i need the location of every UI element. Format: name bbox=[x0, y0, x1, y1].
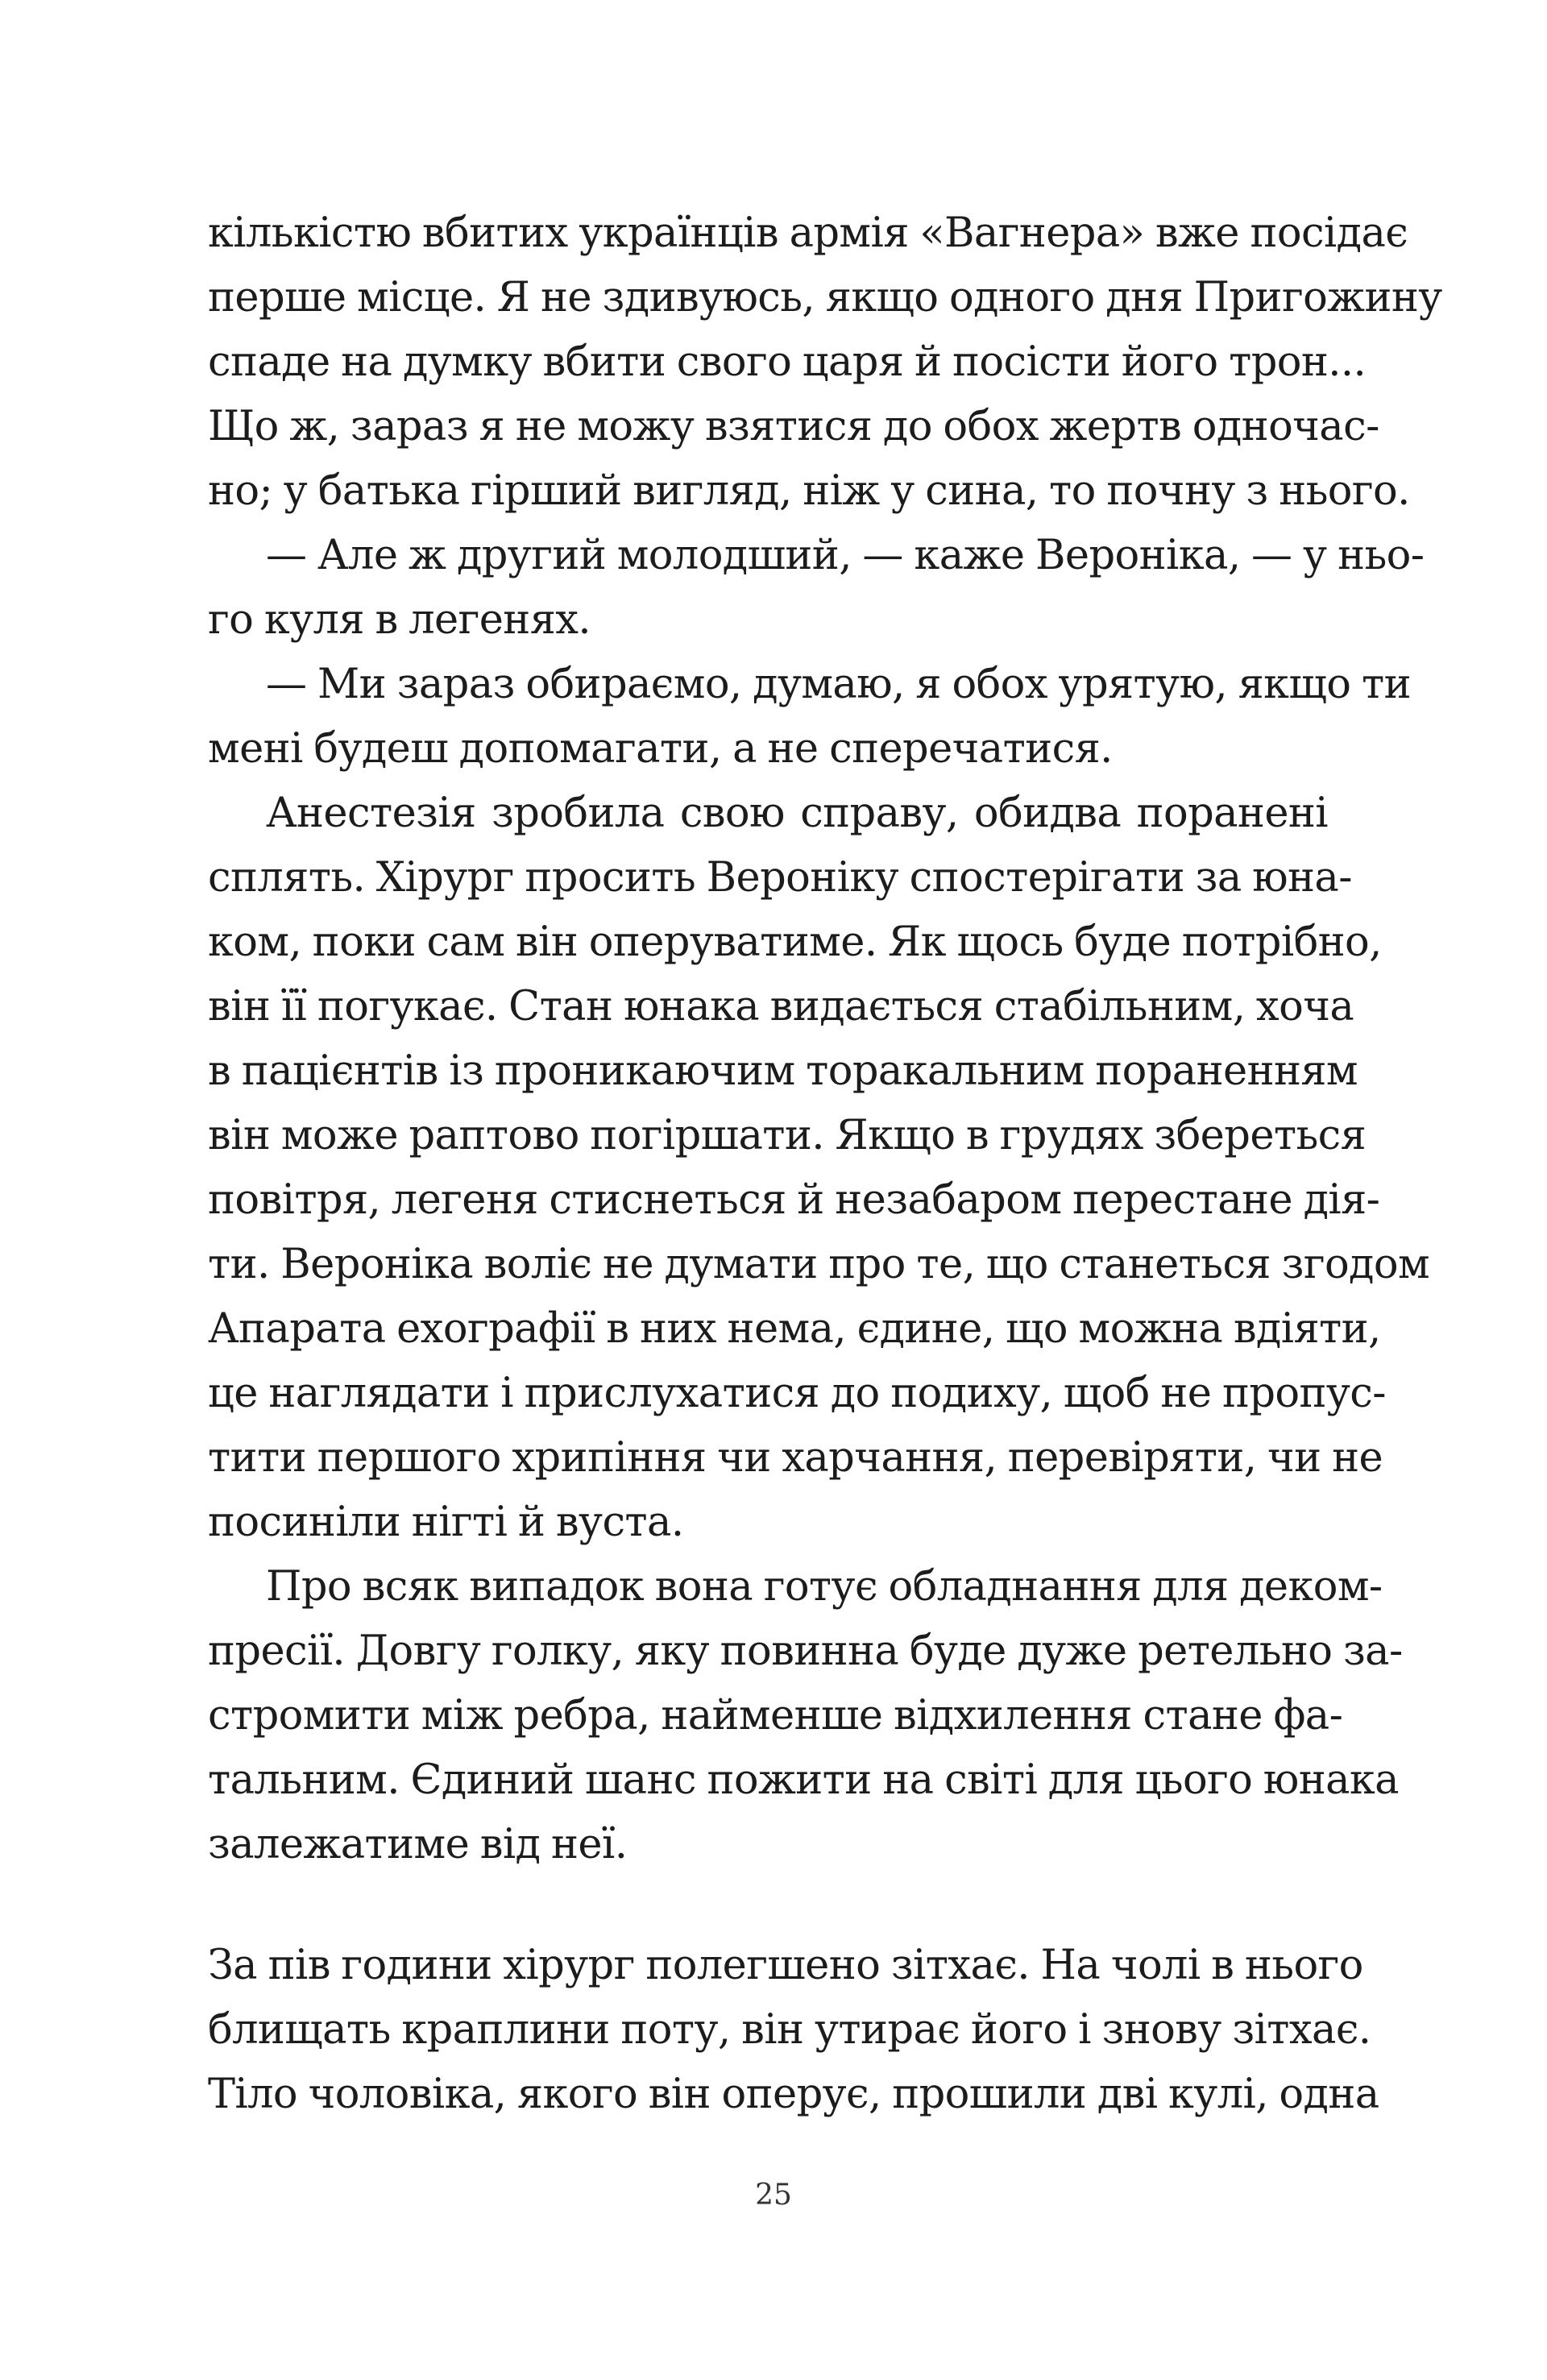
text-line: но; у батька гірший вигляд, ніж у сина, то почну з нього. bbox=[208, 467, 1410, 515]
text-line: кількістю вбитих українців армія «Вагнера» вже посідає bbox=[208, 209, 1408, 257]
text-line: в пацієнтів із проникаючим торакальним пораненням bbox=[208, 1047, 1358, 1095]
text-line: перше місце. Я не здивуюсь, якщо одного дня Пригожину bbox=[208, 274, 1442, 321]
text-line: спаде на думку вбити свого царя й посісти його трон... bbox=[208, 338, 1367, 386]
text-line: це наглядати і прислухатися до подиху, щоб не пропус- bbox=[208, 1370, 1386, 1417]
text-line: — Ми зараз обираємо, думаю, я обох урятую, якщо ти bbox=[266, 661, 1411, 708]
text-line: залежатиме від неї. bbox=[208, 1821, 628, 1868]
text-line: повітря, легеня стиснеться й незабаром перестане дія- bbox=[208, 1176, 1380, 1224]
text-line: стромити між ребра, найменше відхилення стане фа- bbox=[208, 1692, 1343, 1739]
text-line: пресії. Довгу голку, яку повинна буде дуже ретельно за- bbox=[208, 1627, 1403, 1675]
text-line: сплять. Хірург просить Вероніку спостерігати за юна- bbox=[208, 854, 1352, 902]
text-line: мені будеш допомагати, а не сперечатися. bbox=[208, 725, 1113, 773]
text-line: Апарата ехографії в них нема, єдине, що можна вдіяти, bbox=[208, 1305, 1381, 1353]
text-line: Анестезія зробила свою справу, обидва поранені bbox=[266, 790, 1328, 837]
text-line: Що ж, зараз я не можу взятися до обох жертв одночас- bbox=[208, 403, 1379, 450]
text-line: він може раптово погіршати. Якщо в грудях збереться bbox=[208, 1112, 1367, 1159]
text-line: ти. Вероніка воліє не думати про те, що станеться згодом bbox=[208, 1241, 1430, 1288]
text-line: тити першого хрипіння чи харчання, перевіряти, чи не bbox=[208, 1434, 1383, 1482]
text-line: тальним. Єдиний шанс пожити на світі для цього юнака bbox=[208, 1756, 1399, 1804]
page-number: 25 bbox=[755, 2179, 792, 2212]
text-line: Тіло чоловіка, якого він оперує, прошили дві кулі, одна bbox=[208, 2071, 1379, 2118]
text-line: ком, поки сам він оперуватиме. Як щось буде потрібно, bbox=[208, 918, 1382, 966]
text-line: блищать краплини поту, він утирає його і знову зітхає. bbox=[208, 2006, 1371, 2054]
text-line: Про всяк випадок вона готує обладнання для деком- bbox=[266, 1563, 1383, 1611]
text-line: За пів години хірург полегшено зітхає. На чолі в нього bbox=[208, 1942, 1363, 1989]
text-line: він її погукає. Стан юнака видається стабільним, хоча bbox=[208, 983, 1354, 1030]
text-line: — Але ж другий молодший, — каже Вероніка, — у ньо- bbox=[266, 532, 1425, 579]
text-line: посиніли нігті й вуста. bbox=[208, 1499, 684, 1546]
text-line: го куля в легенях. bbox=[208, 596, 591, 644]
